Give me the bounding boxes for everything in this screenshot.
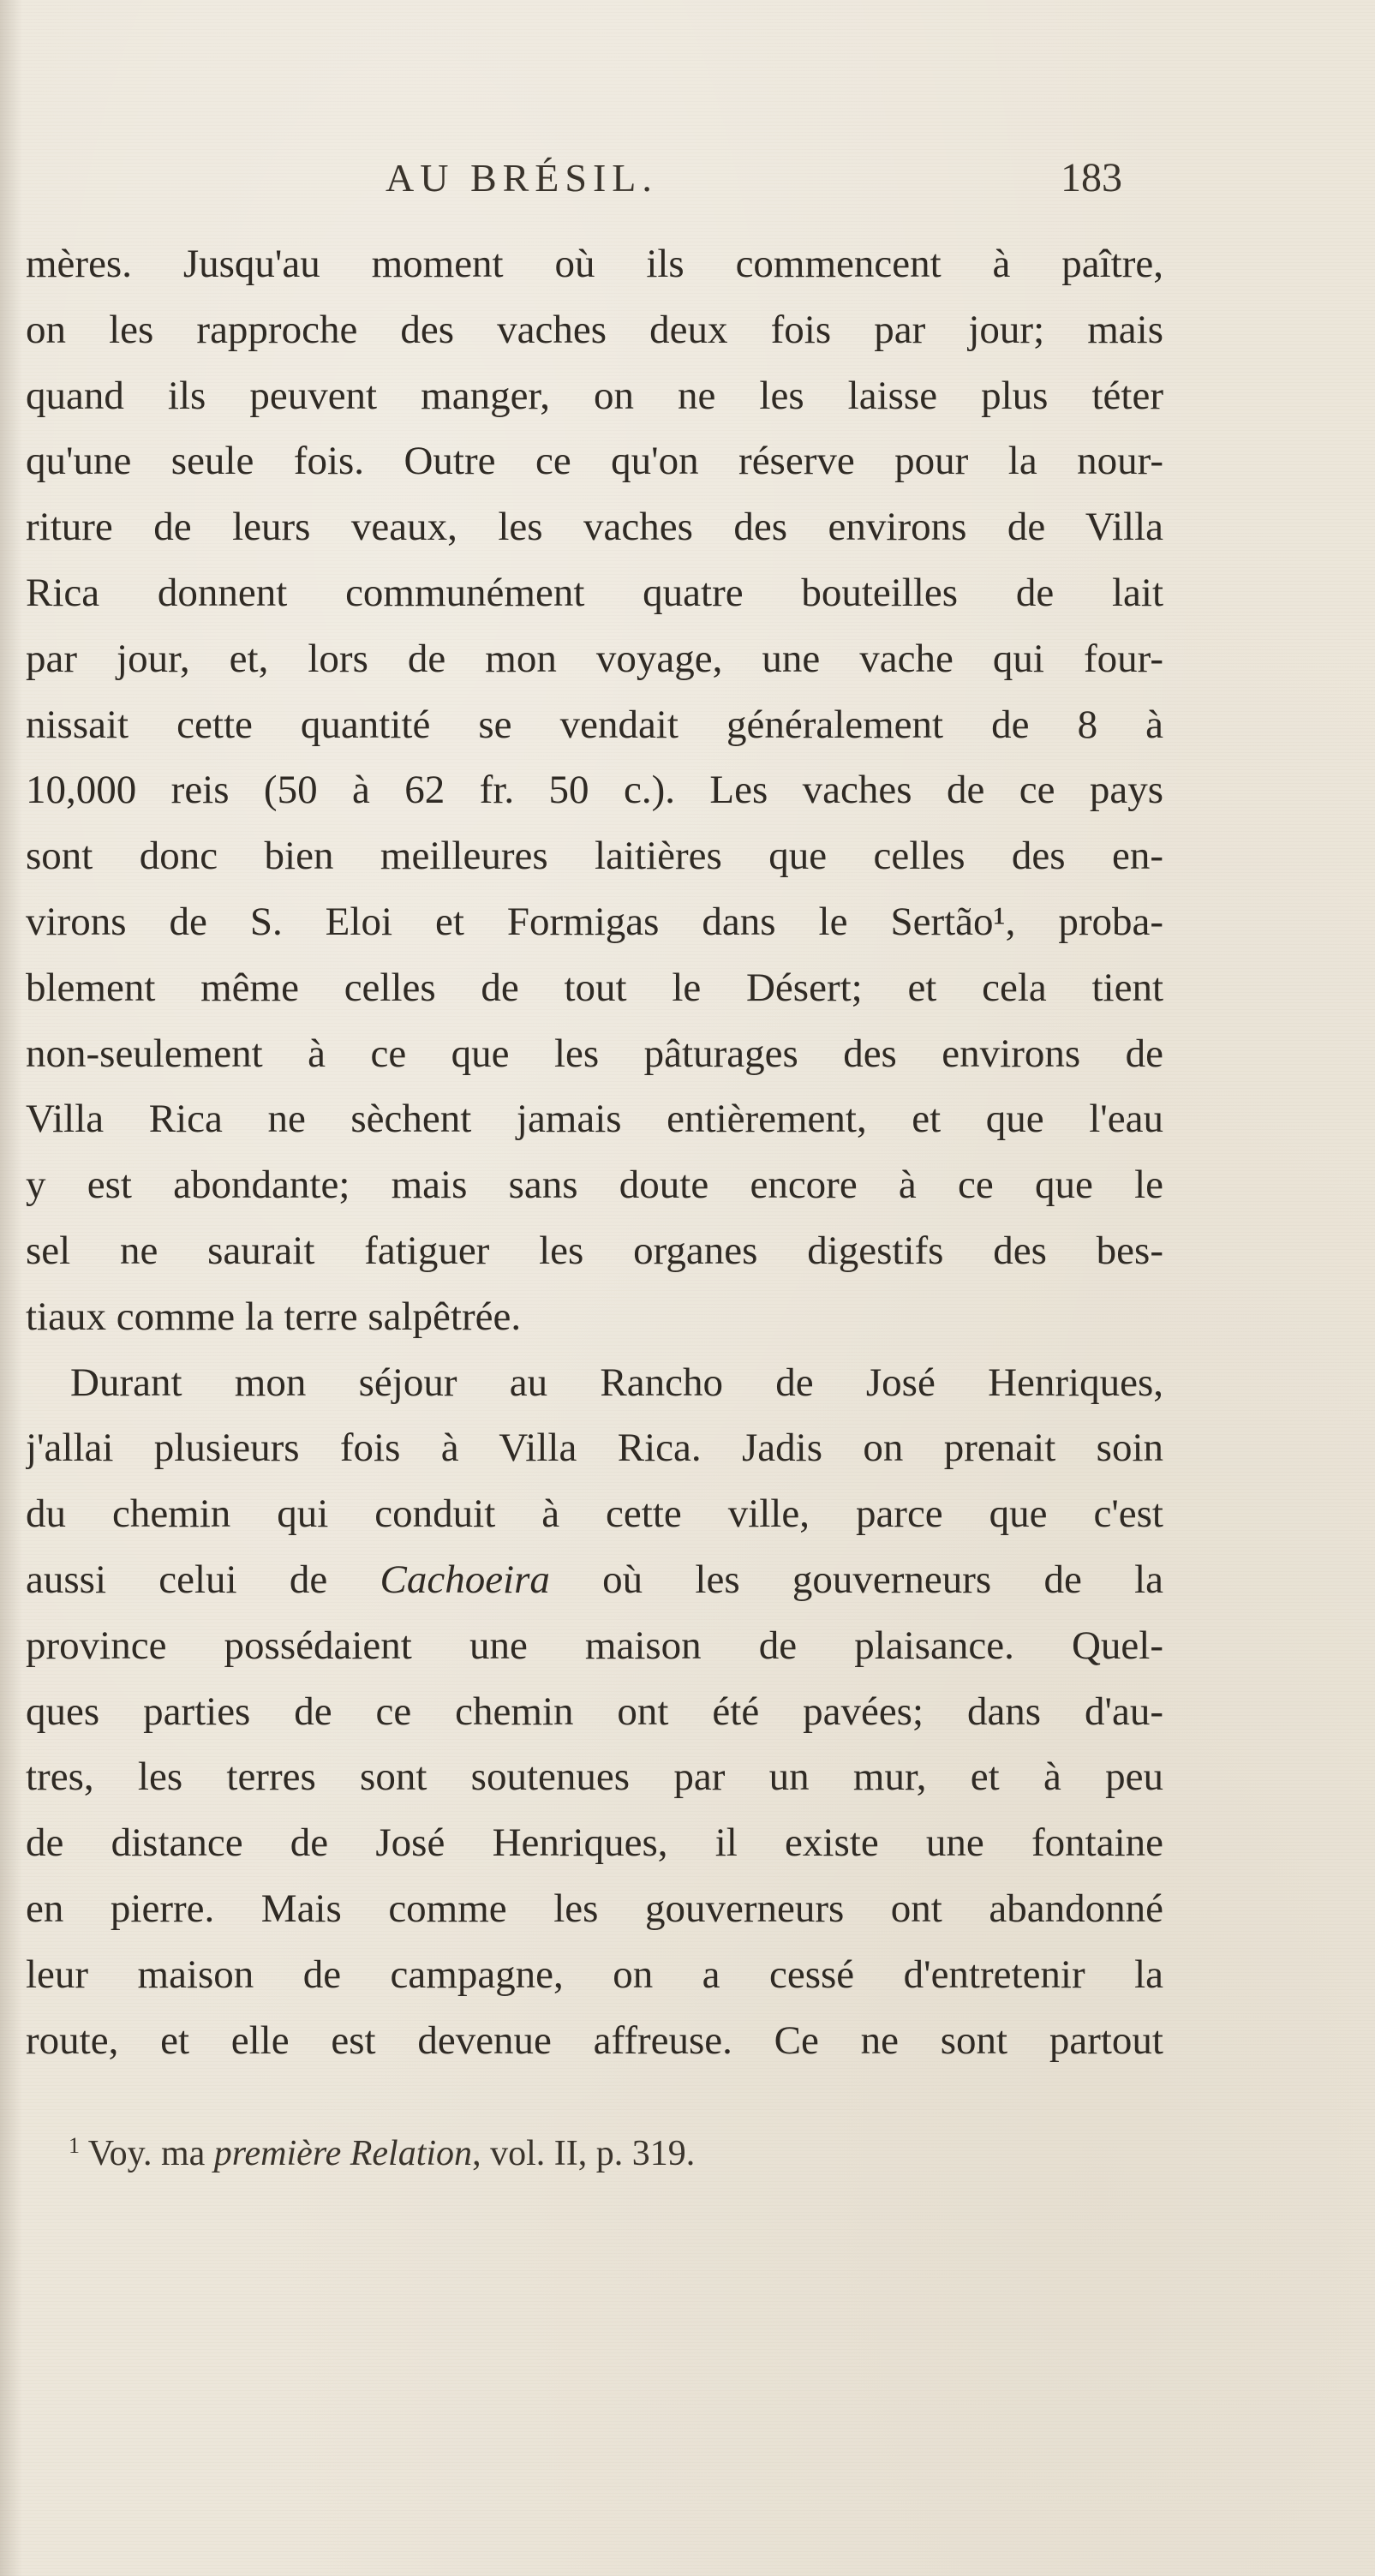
text-line: sont donc bien meilleures laitières que celles des en- [26, 834, 1163, 879]
text-line: riture de leurs veaux, les vaches des environs de Villa [26, 505, 1163, 550]
body-text [26, 231, 1163, 2073]
footnote-text: , vol. II, p. 319. [472, 2134, 696, 2173]
text-line: du chemin qui conduit à cette ville, parce que c'est [26, 1491, 1163, 1537]
text-line: y est abondante; mais sans doute encore à ce que le [26, 1162, 1163, 1208]
footnote [69, 2116, 695, 2176]
text-line: Rica donnent communément quatre bouteilles de lait [26, 570, 1163, 615]
text-line: quand ils peuvent manger, on ne les laisse plus téter [26, 373, 1163, 418]
running-head [0, 152, 1375, 212]
text-line: de distance de José Henriques, il existe une fontaine [26, 1820, 1163, 1866]
text-line: mères. Jusqu'au moment où ils commencent à paître, [26, 242, 1163, 286]
text-line: en pierre. Mais comme les gouverneurs ont abandonné [26, 1886, 1163, 1931]
text-line: j'allai plusieurs fois à Villa Rica. Jadis on prenait soin [26, 1425, 1163, 1471]
page-number: 183 [1061, 155, 1122, 200]
text-line-with-italic [26, 1547, 1163, 1613]
paragraph-first-line: Durant mon séjour au Rancho de José Henriques, [70, 1360, 1163, 1405]
running-title: AU BRÉSIL. [386, 156, 658, 200]
footnote-marker: 1 [69, 2133, 80, 2158]
text-line: 10,000 reis (50 à 62 fr. 50 c.). Les vaches de ce pays [26, 768, 1163, 813]
text-line: par jour, et, lors de mon voyage, une vache qui four- [26, 636, 1163, 681]
italic-place-name: Cachoeira [380, 1557, 550, 1602]
text-line: nissait cette quantité se vendait généralement de 8 à [26, 702, 1163, 747]
text-line: ques parties de ce chemin ont été pavées; dans d'au- [26, 1688, 1163, 1734]
text-line: tres, les terres sont soutenues par un mur, et à peu [26, 1754, 1163, 1800]
text-line: route, et elle est devenue affreuse. Ce ne sont partout [26, 2017, 1163, 2063]
spine-shadow [0, 0, 22, 2576]
text-line: leur maison de campagne, on a cessé d'entretenir la [26, 1951, 1163, 1997]
text-line: tiaux comme la terre salpêtrée. [26, 1294, 522, 1339]
text-line: non-seulement à ce que les pâturages des environs de [26, 1031, 1163, 1076]
footnote-italic-title: première Relation [213, 2134, 473, 2173]
text-line: qu'une seule fois. Outre ce qu'on réserve pour la nour- [26, 439, 1163, 484]
text-line: Villa Rica ne sèchent jamais entièrement, et que l'eau [26, 1097, 1163, 1142]
text-segment: où les gouverneurs de la [549, 1557, 1163, 1602]
text-segment: aussi celui de [26, 1557, 380, 1602]
text-line: blement même celles de tout le Désert; et cela tient [26, 965, 1163, 1010]
text-line: province possédaient une maison de plaisance. Quel- [26, 1623, 1163, 1668]
text-line: sel ne saurait fatiguer les organes digestifs des bes- [26, 1228, 1163, 1273]
text-line: virons de S. Eloi et Formigas dans le Sertão¹, proba- [26, 899, 1163, 944]
footnote-text: Voy. ma [87, 2134, 214, 2173]
text-line: on les rapproche des vaches deux fois par jour; mais [26, 307, 1163, 352]
